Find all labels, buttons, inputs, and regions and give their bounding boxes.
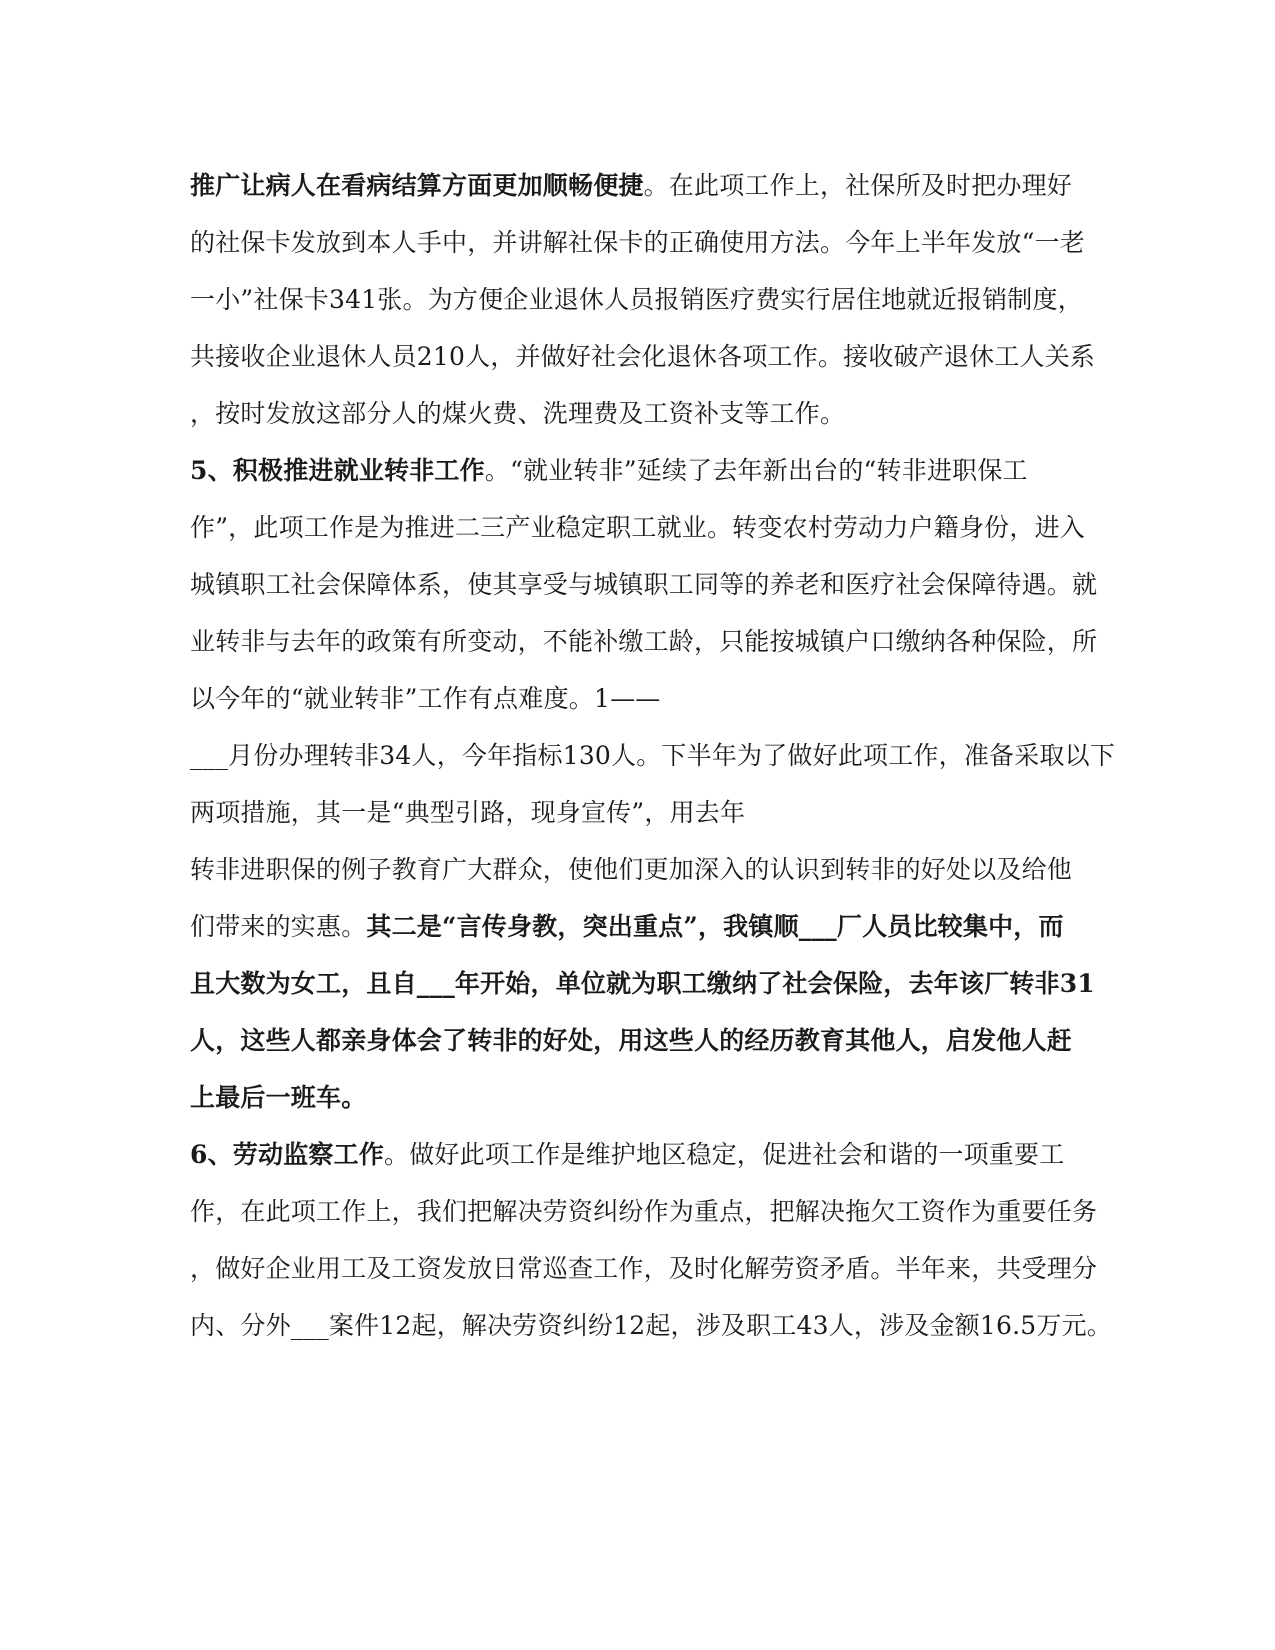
text-line: [190, 226, 1090, 260]
text-line: [190, 796, 1090, 830]
text-line: [190, 967, 1095, 1001]
text-line: [190, 625, 1098, 659]
bold-text-run: 5、积极推进就业转非工作: [190, 456, 485, 485]
bold-text-run: 人，这些人都亲身体会了转非的好处，用这些人的经历教育其他人，启发他人赶: [190, 1026, 1073, 1055]
text-run: 作，在此项工作上，我们把解决劳资纠纷作为重点，把解决拖欠工资作为重要任务: [190, 1197, 1098, 1226]
bold-text-run: 其二是“言传身教，突出重点”，我镇顺___厂人员比较集中，而: [366, 912, 1064, 941]
text-run: 的社保卡发放到本人手中，并讲解社保卡的正确使用方法。今年上半年发放“一老: [190, 228, 1085, 257]
text-line: [190, 340, 1096, 374]
text-line: [190, 283, 1090, 317]
text-line: [190, 1252, 1098, 1286]
text-line: [190, 397, 1090, 431]
text-run: 们带来的实惠。: [190, 912, 367, 941]
text-run: 。“就业转非”延续了去年新出台的“转非进职保工: [484, 456, 1028, 485]
text-run: 内、分外___案件12起，解决劳资纠纷12起，涉及职工43人，涉及金额16.5万元。: [190, 1311, 1113, 1340]
text-run: 转非进职保的例子教育广大群众，使他们更加深入的认识到转非的好处以及给他: [190, 855, 1073, 884]
text-line: [190, 511, 1090, 545]
text-run: 共接收企业退休人员210人，并做好社会化退休各项工作。接收破产退休工人关系: [190, 342, 1096, 371]
text-run: 城镇职工社会保障体系，使其享受与城镇职工同等的养老和医疗社会保障待遇。就: [190, 570, 1098, 599]
text-line: [190, 1138, 1090, 1172]
text-run: 两项措施，其一是“典型引路，现身宣传”，用去年: [190, 798, 746, 827]
text-run: ，做好企业用工及工资发放日常巡查工作，及时化解劳资矛盾。半年来，共受理分: [190, 1254, 1098, 1283]
text-line: [190, 1081, 1090, 1115]
text-run: 以今年的“就业转非”工作有点难度。1——: [190, 684, 661, 713]
text-run: 一小”社保卡341张。为方便企业退休人员报销医疗费实行居住地就近报销制度，: [190, 285, 1083, 314]
text-run: 。做好此项工作是维护地区稳定，促进社会和谐的一项重要工: [384, 1140, 1065, 1169]
text-line: [190, 1309, 1113, 1343]
text-run: 。在此项工作上，社保所及时把办理好: [643, 171, 1073, 200]
text-run: 作”，此项工作是为推进二三产业稳定职工就业。转变农村劳动力户籍身份，进入: [190, 513, 1085, 542]
bold-text-run: 且大数为女工，且自___年开始，单位就为职工缴纳了社会保险，去年该厂转非31: [190, 969, 1095, 998]
text-line: [190, 910, 1090, 944]
bold-text-run: 上最后一班车。: [190, 1083, 367, 1112]
text-line: [190, 1195, 1098, 1229]
text-line: [190, 739, 1116, 773]
bold-text-run: 6、劳动监察工作: [190, 1140, 384, 1169]
text-run: ，按时发放这部分人的煤火费、洗理费及工资补支等工作。: [190, 399, 846, 428]
bold-text-run: 推广让病人在看病结算方面更加顺畅便捷: [190, 171, 644, 200]
text-line: [190, 853, 1090, 887]
text-line: [190, 682, 1090, 716]
text-line: [190, 454, 1090, 488]
text-line: [190, 1024, 1090, 1058]
text-line: [190, 568, 1098, 602]
text-line: [190, 169, 1090, 203]
text-run: ___月份办理转非34人，今年指标130人。下半年为了做好此项工作，准备采取以下: [190, 741, 1116, 770]
text-run: 业转非与去年的政策有所变动，不能补缴工龄，只能按城镇户口缴纳各种保险，所: [190, 627, 1098, 656]
